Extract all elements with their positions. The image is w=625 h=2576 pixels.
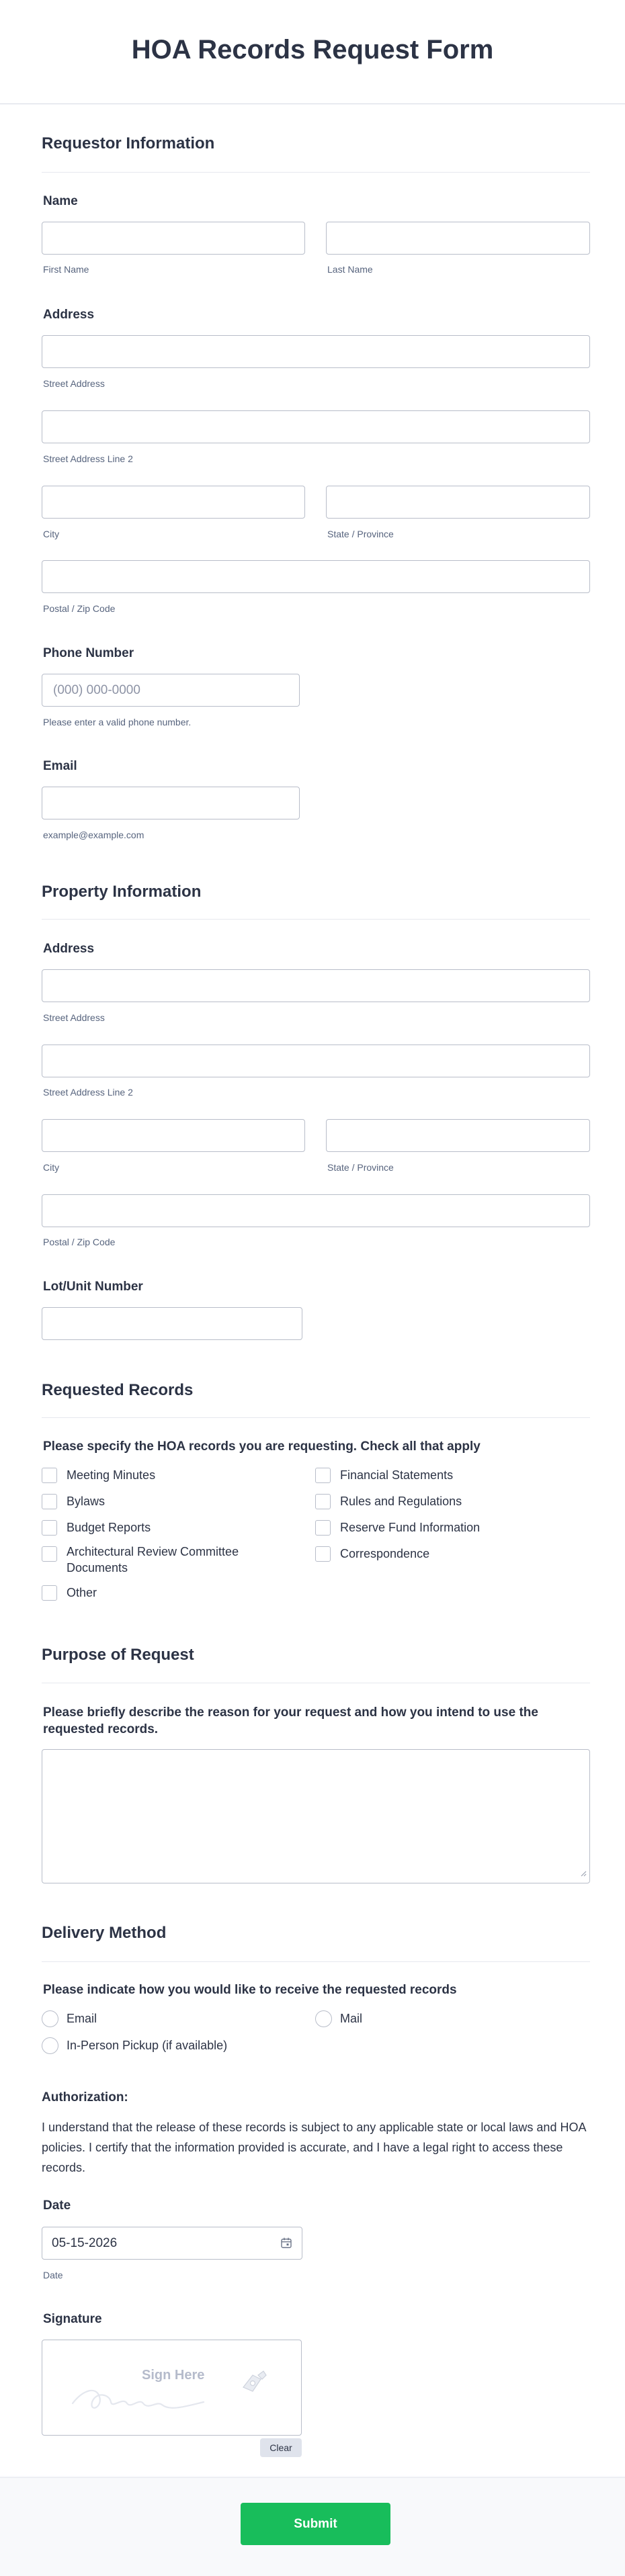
form-header bbox=[0, 0, 625, 104]
authorization-text: I understand that the release of these records is subject to any applicable state or local laws and HOA policies. I certify that the information provided is accurate, and I have a legal right to access these records. bbox=[42, 2121, 586, 2174]
option-label: Financial Statements bbox=[340, 1468, 454, 1482]
zip-input[interactable] bbox=[42, 560, 590, 593]
checkbox-rules-regulations[interactable] bbox=[315, 1494, 331, 1509]
option-label: Meeting Minutes bbox=[67, 1468, 156, 1482]
radio-mail[interactable] bbox=[315, 2010, 332, 2027]
checkbox-budget-reports[interactable] bbox=[42, 1520, 57, 1536]
property-zip-input[interactable] bbox=[42, 1194, 590, 1227]
radio-email[interactable] bbox=[42, 2010, 58, 2027]
zip-sublabel: Postal / Zip Code bbox=[43, 603, 116, 614]
section-divider bbox=[42, 1961, 590, 1962]
date-input[interactable] bbox=[42, 2227, 302, 2260]
first-name-input[interactable] bbox=[42, 222, 305, 255]
checkbox-reserve-fund[interactable] bbox=[315, 1520, 331, 1536]
delivery-question: Please indicate how you would like to receive the requested records bbox=[43, 1983, 457, 1997]
option-label: Reserve Fund Information bbox=[340, 1521, 481, 1534]
option-label: Bylaws bbox=[67, 1495, 106, 1508]
date-label: Date bbox=[43, 2199, 71, 2213]
property-zip-sublabel: Postal / Zip Code bbox=[43, 1237, 116, 1247]
checkbox-other[interactable] bbox=[42, 1585, 57, 1601]
submit-button[interactable]: Submit bbox=[241, 2503, 390, 2545]
date-sublabel: Date bbox=[43, 2270, 63, 2280]
date-value: 05-15-2026 bbox=[52, 2236, 118, 2250]
section-title-records: Requested Records bbox=[42, 1381, 194, 1399]
phone-placeholder: (000) 000-0000 bbox=[53, 683, 140, 697]
property-city-input[interactable] bbox=[42, 1119, 305, 1152]
option-label: Mail bbox=[340, 2012, 363, 2025]
city-input[interactable] bbox=[42, 486, 305, 519]
street-address-input[interactable] bbox=[42, 335, 590, 368]
calendar-icon[interactable] bbox=[280, 2237, 292, 2252]
option-label: Budget Reports bbox=[67, 1521, 151, 1534]
last-name-input[interactable] bbox=[326, 222, 590, 255]
option-label: Correspondence bbox=[340, 1547, 430, 1560]
resize-handle-icon[interactable] bbox=[580, 1868, 587, 1880]
property-address-label: Address bbox=[43, 942, 95, 956]
section-title-requestor: Requestor Information bbox=[42, 134, 215, 152]
property-street-sublabel: Street Address bbox=[43, 1012, 105, 1023]
section-divider bbox=[42, 919, 590, 920]
lot-unit-input[interactable] bbox=[42, 1307, 302, 1340]
phone-sublabel: Please enter a valid phone number. bbox=[43, 717, 192, 727]
state-sublabel: State / Province bbox=[327, 529, 394, 539]
state-input[interactable] bbox=[326, 486, 590, 519]
checkbox-financial-statements[interactable] bbox=[315, 1468, 331, 1483]
city-sublabel: City bbox=[43, 529, 60, 539]
checkbox-correspondence[interactable] bbox=[315, 1546, 331, 1562]
address-label: Address bbox=[43, 308, 95, 322]
section-title-property: Property Information bbox=[42, 883, 202, 901]
purpose-textarea[interactable] bbox=[42, 1749, 590, 1883]
option-label: Email bbox=[67, 2012, 97, 2025]
clear-signature-button[interactable]: Clear bbox=[260, 2438, 302, 2457]
email-input[interactable] bbox=[42, 787, 300, 819]
section-title-purpose: Purpose of Request bbox=[42, 1646, 194, 1664]
phone-label: Phone Number bbox=[43, 646, 134, 660]
section-divider bbox=[42, 172, 590, 173]
authorization-title: Authorization: bbox=[42, 2090, 128, 2104]
lot-unit-label: Lot/Unit Number bbox=[43, 1280, 143, 1294]
property-state-sublabel: State / Province bbox=[327, 1162, 394, 1173]
property-state-input[interactable] bbox=[326, 1119, 590, 1152]
last-name-sublabel: Last Name bbox=[327, 264, 373, 275]
property-street-input[interactable] bbox=[42, 969, 590, 1002]
property-street2-sublabel: Street Address Line 2 bbox=[43, 1087, 133, 1098]
street-address-sublabel: Street Address bbox=[43, 378, 105, 389]
first-name-sublabel: First Name bbox=[43, 264, 89, 275]
name-label: Name bbox=[43, 194, 78, 208]
form-title: HOA Records Request Form bbox=[131, 35, 494, 64]
records-question: Please specify the HOA records you are requesting. Check all that apply bbox=[43, 1439, 481, 1454]
email-label: Email bbox=[43, 759, 77, 773]
signature-pad[interactable] bbox=[42, 2340, 302, 2436]
option-label: Other bbox=[67, 1586, 97, 1599]
phone-input[interactable] bbox=[42, 674, 300, 707]
property-city-sublabel: City bbox=[43, 1162, 60, 1173]
email-sublabel: example@example.com bbox=[43, 830, 144, 840]
section-title-delivery: Delivery Method bbox=[42, 1924, 167, 1942]
street-address-line2-sublabel: Street Address Line 2 bbox=[43, 453, 133, 464]
checkbox-bylaws[interactable] bbox=[42, 1494, 57, 1509]
option-label: Architectural Review Committee Documents bbox=[67, 1545, 239, 1574]
street-address-line2-input[interactable] bbox=[42, 410, 590, 443]
radio-in-person-pickup[interactable] bbox=[42, 2037, 58, 2054]
purpose-question: Please briefly describe the reason for your request and how you intend to use the requested records. bbox=[43, 1705, 538, 1736]
section-divider bbox=[42, 1417, 590, 1418]
property-street2-input[interactable] bbox=[42, 1045, 590, 1077]
checkbox-meeting-minutes[interactable] bbox=[42, 1468, 57, 1483]
signature-placeholder: Sign Here bbox=[142, 2368, 205, 2383]
option-label: In-Person Pickup (if available) bbox=[67, 2039, 228, 2052]
pen-icon bbox=[238, 2370, 267, 2397]
signature-label: Signature bbox=[43, 2312, 102, 2326]
checkbox-architectural-review[interactable] bbox=[42, 1546, 57, 1562]
option-label: Rules and Regulations bbox=[340, 1495, 462, 1508]
